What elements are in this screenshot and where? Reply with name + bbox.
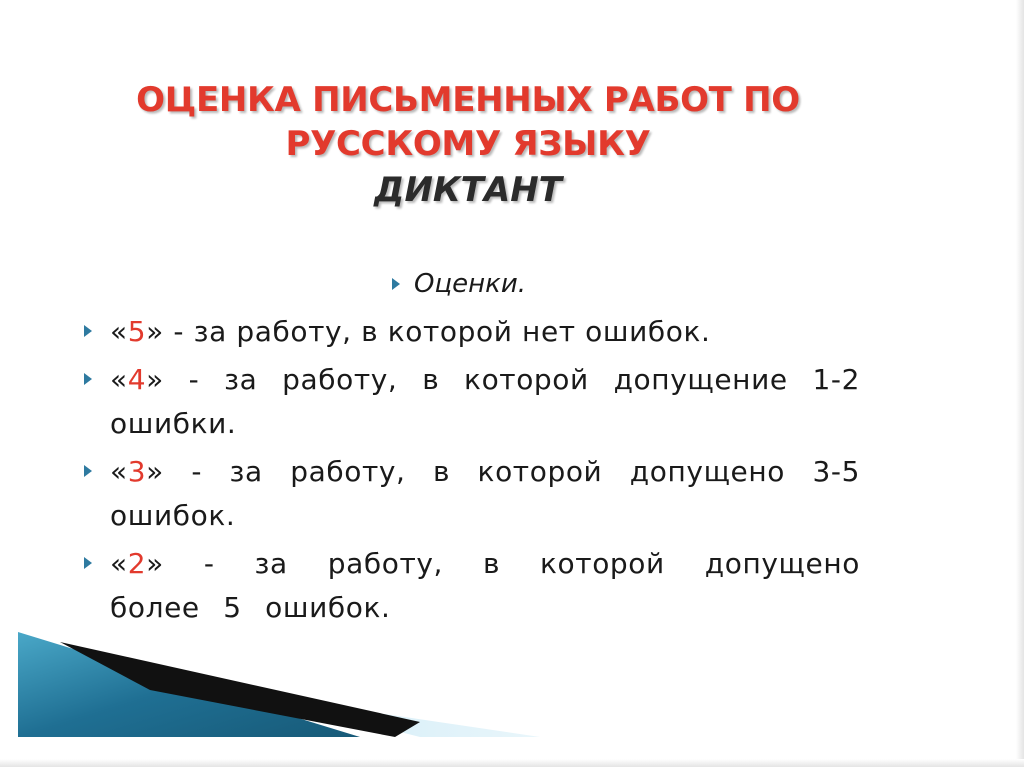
title-line-3: ДИКТАНТ	[374, 170, 562, 210]
grade-value: 2	[127, 547, 147, 580]
triangle-right-icon	[84, 557, 92, 569]
quote-close: »	[146, 315, 164, 348]
title-line-1: ОЦЕНКА ПИСЬМЕННЫХ РАБОТ ПО	[136, 80, 800, 120]
frame-shadow-right	[1016, 0, 1024, 767]
item-text: - за работу, в которой нет ошибок.	[163, 315, 711, 348]
triangle-right-icon	[84, 325, 92, 337]
triangle-right-icon	[84, 465, 92, 477]
grade-value: 3	[127, 455, 147, 488]
item-text: - за работу, в которой допущено более 5 ошибок.	[110, 547, 860, 624]
triangle-right-icon	[84, 373, 92, 385]
list-item	[84, 450, 860, 538]
slide-body	[84, 262, 860, 630]
quote-close: »	[146, 455, 164, 488]
slide-title	[0, 78, 936, 212]
grade-value: 5	[127, 315, 147, 348]
list-item	[84, 310, 860, 354]
grade-value: 4	[127, 363, 147, 396]
triangle-right-icon	[392, 278, 400, 290]
quote-open: «	[110, 363, 128, 396]
item-text: - за работу, в которой допущение 1-2 ошибки.	[110, 363, 860, 440]
subheading-text: Оценки.	[414, 269, 527, 299]
subheading	[392, 262, 860, 306]
quote-open: «	[110, 315, 128, 348]
list-item	[84, 358, 860, 446]
list-item	[84, 542, 860, 630]
quote-open: «	[110, 547, 128, 580]
quote-close: »	[146, 363, 164, 396]
item-text: - за работу, в которой допущено 3-5 ошибок.	[110, 455, 860, 532]
frame-shadow-bottom	[0, 759, 1024, 767]
title-line-2: РУССКОМУ ЯЗЫКУ	[285, 124, 651, 164]
quote-open: «	[110, 455, 128, 488]
quote-close: »	[146, 547, 164, 580]
